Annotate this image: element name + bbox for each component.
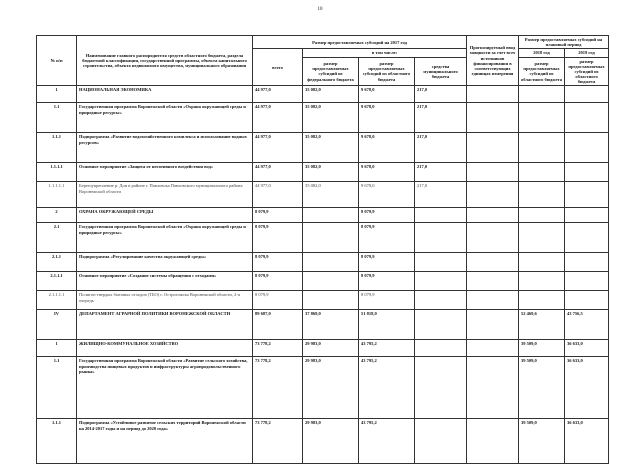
- table-row: [37, 182, 609, 208]
- table-row: [37, 272, 609, 291]
- row-municipal: [415, 357, 467, 419]
- row-name: Основное мероприятие «Защита от негативного воздействия вод»: [77, 163, 253, 182]
- row-federal: 35 082,0: [303, 133, 359, 163]
- row-federal: [303, 223, 359, 253]
- row-total: 89 687,0: [253, 310, 303, 340]
- header-total: всего: [253, 49, 303, 86]
- row-regional: 9 678,0: [359, 163, 415, 182]
- row-municipal: 217,0: [415, 163, 467, 182]
- row-2018: [519, 208, 565, 223]
- row-regional: 43 795,2: [359, 357, 415, 419]
- row-2019: 36 633,0: [565, 357, 609, 419]
- row-municipal: 217,0: [415, 182, 467, 208]
- table-row: [37, 310, 609, 340]
- row-2018: 52 469,6: [519, 310, 565, 340]
- row-federal: 29 983,0: [303, 357, 359, 419]
- row-name: Полигон твердых бытовых отходов (ТБО) г. Острогожска Воронежской области, 2-я очередь: [77, 291, 253, 310]
- row-municipal: 217,0: [415, 133, 467, 163]
- table-row: [37, 253, 609, 272]
- row-2019: [565, 208, 609, 223]
- row-capacity: [467, 357, 519, 419]
- row-regional: 51 818,0: [359, 310, 415, 340]
- header-2018: 2018 год: [519, 49, 565, 57]
- row-municipal: [415, 291, 467, 310]
- row-num: 1.1: [37, 103, 77, 133]
- row-2019: 36 633,0: [565, 419, 609, 464]
- row-2018: [519, 133, 565, 163]
- row-capacity: [467, 86, 519, 103]
- header-including: в том числе:: [303, 49, 467, 57]
- header-name: Наименование главного распорядителя средств областного бюджета, раздела бюджетной классификации, государственной программы, объекта капитального строительства, объекта недвижимого имущества, муниципального образования: [77, 36, 253, 86]
- row-federal: 35 082,0: [303, 86, 359, 103]
- row-capacity: [467, 253, 519, 272]
- row-total: 44 977,0: [253, 86, 303, 103]
- row-regional: 9 678,0: [359, 182, 415, 208]
- row-federal: [303, 253, 359, 272]
- row-2018: [519, 291, 565, 310]
- row-capacity: [467, 291, 519, 310]
- table-row: [37, 357, 609, 419]
- row-num: 1: [37, 86, 77, 103]
- row-name: Берегоукрепление р. Дон в районе г. Павловска Павловского муниципального района Воронежской области: [77, 182, 253, 208]
- row-total: 44 977,0: [253, 103, 303, 133]
- row-total: 8 079,9: [253, 291, 303, 310]
- row-2018: [519, 86, 565, 103]
- row-num: 2.1.1: [37, 253, 77, 272]
- row-municipal: [415, 310, 467, 340]
- row-2018: [519, 272, 565, 291]
- row-municipal: [415, 253, 467, 272]
- header-planned: Размер предоставляемых субсидий на плановый период: [519, 36, 609, 49]
- row-num: 1: [37, 340, 77, 357]
- row-2018: 39 509,0: [519, 357, 565, 419]
- row-regional: 9 678,0: [359, 103, 415, 133]
- row-num: 1.1.1.1.1: [37, 182, 77, 208]
- row-2018: [519, 253, 565, 272]
- row-name: Основное мероприятие «Создание системы обращения с отходами»: [77, 272, 253, 291]
- row-capacity: [467, 208, 519, 223]
- row-total: 8 079,9: [253, 253, 303, 272]
- row-municipal: [415, 419, 467, 464]
- table-row: [37, 419, 609, 464]
- row-regional: 8 079,9: [359, 291, 415, 310]
- row-num: 2.1.1.1: [37, 272, 77, 291]
- row-federal: [303, 272, 359, 291]
- table-row: [37, 133, 609, 163]
- row-federal: [303, 208, 359, 223]
- row-2018: [519, 103, 565, 133]
- header-regional-2019: размер предоставляемых субсидий из областного бюджета: [565, 57, 609, 86]
- row-capacity: [467, 133, 519, 163]
- row-num: 2: [37, 208, 77, 223]
- row-2019: 43 756,5: [565, 310, 609, 340]
- row-num: 1.1.1: [37, 419, 77, 464]
- row-total: 73 778,2: [253, 419, 303, 464]
- row-num: 2.1.1.1.1: [37, 291, 77, 310]
- row-2018: 39 509,0: [519, 340, 565, 357]
- row-regional: 8 079,9: [359, 223, 415, 253]
- row-2018: [519, 163, 565, 182]
- row-total: 73 778,2: [253, 340, 303, 357]
- row-capacity: [467, 163, 519, 182]
- row-capacity: [467, 182, 519, 208]
- row-municipal: 217,0: [415, 103, 467, 133]
- row-2019: [565, 291, 609, 310]
- row-regional: 9 678,0: [359, 133, 415, 163]
- row-2019: [565, 182, 609, 208]
- row-total: 44 977,0: [253, 163, 303, 182]
- row-federal: 35 082,0: [303, 163, 359, 182]
- table-row: [37, 208, 609, 223]
- row-federal: 29 983,0: [303, 419, 359, 464]
- row-capacity: [467, 419, 519, 464]
- header-federal: размер предоставляемых субсидий из федерального бюджета: [303, 57, 359, 86]
- table-row: [37, 103, 609, 133]
- row-regional: 8 079,9: [359, 272, 415, 291]
- header-regional: размер предоставляемых субсидий из областного бюджета: [359, 57, 415, 86]
- row-total: 44 977,0: [253, 182, 303, 208]
- table-row: [37, 163, 609, 182]
- header-num: № п/п: [37, 36, 77, 86]
- table-row: [37, 223, 609, 253]
- row-federal: 29 983,0: [303, 340, 359, 357]
- row-capacity: [467, 272, 519, 291]
- header-regional-2018: размер предоставляемых субсидий из областного бюджета: [519, 57, 565, 86]
- table-row: [37, 291, 609, 310]
- subsidy-table: [36, 35, 609, 464]
- row-num: 1.1.1.1: [37, 163, 77, 182]
- row-regional: 8 079,9: [359, 208, 415, 223]
- row-total: 8 079,9: [253, 223, 303, 253]
- header-capacity: Прогнозируемый ввод мощности за счет всех источников финансирования в соответствующих единицах измерения: [467, 36, 519, 86]
- row-name: ЖИЛИЩНО-КОММУНАЛЬНОЕ ХОЗЯЙСТВО: [77, 340, 253, 357]
- row-2018: 39 509,0: [519, 419, 565, 464]
- row-2019: [565, 133, 609, 163]
- row-federal: 37 869,0: [303, 310, 359, 340]
- row-municipal: [415, 208, 467, 223]
- row-2019: [565, 103, 609, 133]
- row-2019: [565, 272, 609, 291]
- row-federal: [303, 291, 359, 310]
- row-total: 8 079,9: [253, 272, 303, 291]
- row-federal: 35 082,0: [303, 182, 359, 208]
- row-name: Подпрограмма «Устойчивое развитие сельских территорий Воронежской области на 2014-2017 годы и на период до 2020 года»: [77, 419, 253, 464]
- row-name: Государственная программа Воронежской области «Охрана окружающей среды и природные ресурсы»: [77, 103, 253, 133]
- row-total: 44 977,0: [253, 133, 303, 163]
- row-2019: [565, 163, 609, 182]
- row-name: НАЦИОНАЛЬНАЯ ЭКОНОМИКА: [77, 86, 253, 103]
- row-regional: 9 678,0: [359, 86, 415, 103]
- row-name: Государственная программа Воронежской области «Развитие сельского хозяйства, производства пищевых продуктов и инфраструктуры агропродовольственного рынка»: [77, 357, 253, 419]
- row-name: ДЕПАРТАМЕНТ АГРАРНОЙ ПОЛИТИКИ ВОРОНЕЖСКОЙ ОБЛАСТИ: [77, 310, 253, 340]
- row-municipal: [415, 223, 467, 253]
- header-subsidy-2017: Размер предоставляемых субсидий на 2017 год: [253, 36, 467, 49]
- row-num: 1.1: [37, 357, 77, 419]
- row-regional: 8 079,9: [359, 253, 415, 272]
- row-name: ОХРАНА ОКРУЖАЮЩЕЙ СРЕДЫ: [77, 208, 253, 223]
- row-num: 1.1.1: [37, 133, 77, 163]
- page-number: 10: [317, 7, 323, 12]
- row-municipal: [415, 340, 467, 357]
- row-regional: 43 795,2: [359, 340, 415, 357]
- table-row: [37, 340, 609, 357]
- row-capacity: [467, 223, 519, 253]
- row-capacity: [467, 103, 519, 133]
- row-total: 73 778,2: [253, 357, 303, 419]
- row-2019: 36 633,0: [565, 340, 609, 357]
- row-num: 2.1: [37, 223, 77, 253]
- row-name: Подпрограмма «Регулирование качества окружающей среды»: [77, 253, 253, 272]
- row-name: Подпрограмма «Развитие водохозяйственного комплекса и использование водных ресурсов»: [77, 133, 253, 163]
- header-municipal: средства муниципального бюджета: [415, 57, 467, 86]
- row-municipal: [415, 272, 467, 291]
- row-2019: [565, 86, 609, 103]
- header-2019: 2019 год: [565, 49, 609, 57]
- row-federal: 35 082,0: [303, 103, 359, 133]
- row-municipal: 217,0: [415, 86, 467, 103]
- row-2019: [565, 223, 609, 253]
- row-2018: [519, 182, 565, 208]
- table-row: [37, 86, 609, 103]
- row-regional: 43 795,2: [359, 419, 415, 464]
- row-num: IV: [37, 310, 77, 340]
- row-2018: [519, 223, 565, 253]
- row-capacity: [467, 340, 519, 357]
- row-capacity: [467, 310, 519, 340]
- row-2019: [565, 253, 609, 272]
- row-name: Государственная программа Воронежской области «Охрана окружающей среды и природные ресурсы»: [77, 223, 253, 253]
- row-total: 8 079,9: [253, 208, 303, 223]
